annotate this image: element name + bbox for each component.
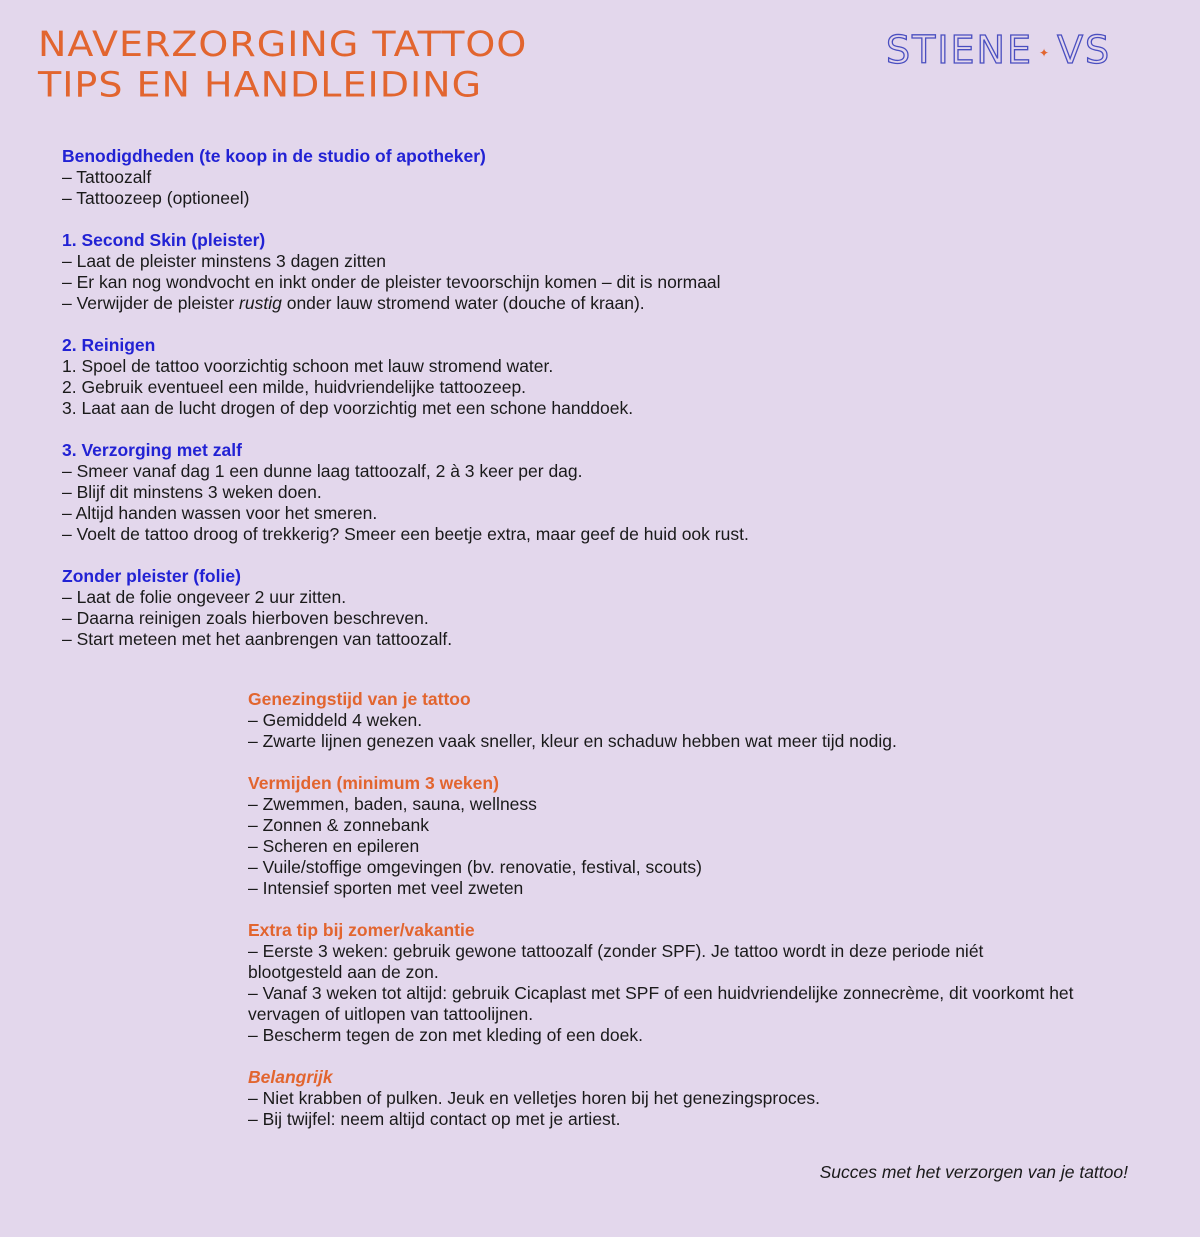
list-item: – Gemiddeld 4 weken.: [248, 710, 423, 730]
list-item: – Vuile/stoffige omgevingen (bv. renovatie, festival, scouts): [248, 857, 702, 877]
list-item: – Zwarte lijnen genezen vaak sneller, kleur en schaduw hebben wat meer tijd nodig.: [248, 731, 897, 751]
title-line-1: NAVERZORGING TATTOO: [38, 24, 528, 65]
section-verzorging: [62, 440, 1162, 545]
list-item: – Bij twijfel: neem altijd contact op met je artiest.: [248, 1109, 621, 1129]
section-heading: Vermijden (minimum 3 weken): [248, 773, 499, 793]
list-item: – Niet krabben of pulken. Jeuk en velletjes horen bij het genezingsproces.: [248, 1088, 821, 1108]
list-item: [62, 293, 1162, 314]
title-line-2: TIPS EN HANDLEIDING: [38, 64, 483, 105]
section-belangrijk: [248, 1067, 1168, 1130]
section-genezingstijd: [248, 689, 1168, 752]
section-heading: Belangrijk: [248, 1067, 333, 1087]
list-item: – Zonnen & zonnebank: [248, 815, 429, 835]
right-column: [248, 689, 1168, 1151]
section-heading: Benodigdheden (te koop in de studio of apotheker): [62, 146, 486, 166]
section-benodigdheden: [62, 146, 1162, 209]
list-item: – Smeer vanaf dag 1 een dunne laag tattoozalf, 2 à 3 keer per dag.: [62, 461, 583, 481]
logo-star-icon: ✦: [1039, 45, 1052, 60]
list-item: – Tattoozalf: [62, 167, 152, 187]
list-item: – Daarna reinigen zoals hierboven beschreven.: [62, 608, 429, 628]
list-item: – Tattoozeep (optioneel): [62, 188, 250, 208]
section-heading: 2. Reinigen: [62, 335, 156, 355]
list-item: – Laat de pleister minstens 3 dagen zitten: [62, 251, 386, 271]
section-second-skin: [62, 230, 1162, 314]
list-item: – Start meteen met het aanbrengen van tattoozalf.: [62, 629, 453, 649]
list-item-text: – Verwijder de pleister: [62, 293, 240, 313]
list-item: 2. Gebruik eventueel een milde, huidvriendelijke tattoozeep.: [62, 377, 527, 397]
page-title: [38, 24, 527, 105]
section-zonder-pleister: [62, 566, 1162, 650]
list-item: – Er kan nog wondvocht en inkt onder de pleister tevoorschijn komen – dit is normaal: [62, 272, 721, 292]
list-item: – Zwemmen, baden, sauna, wellness: [248, 794, 537, 814]
list-item: – Laat de folie ongeveer 2 uur zitten.: [62, 587, 347, 607]
list-item: – Scheren en epileren: [248, 836, 420, 856]
list-item-emphasis: rustig: [239, 293, 282, 313]
left-column: [62, 146, 1162, 671]
section-heading: 3. Verzorging met zalf: [62, 440, 242, 460]
section-vermijden: [248, 773, 1168, 899]
logo-text-right: VS: [1057, 28, 1112, 72]
list-item: 3. Laat aan de lucht drogen of dep voorzichtig met een schone handdoek.: [62, 398, 634, 418]
list-item: – Blijf dit minstens 3 weken doen.: [62, 482, 322, 502]
list-item: – Vanaf 3 weken tot altijd: gebruik Cicaplast met SPF of een huidvriendelijke zonnecrème, dit voorkomt het vervagen of uitlopen van tattoolijnen.: [248, 983, 1074, 1024]
section-heading: 1. Second Skin (pleister): [62, 230, 266, 250]
brand-logo: [886, 28, 1111, 75]
logo-text-left: STIENE: [886, 28, 1033, 72]
section-heading: Genezingstijd van je tattoo: [248, 689, 471, 709]
list-item: – Altijd handen wassen voor het smeren.: [62, 503, 378, 523]
list-item: – Voelt de tattoo droog of trekkerig? Smeer een beetje extra, maar geef de huid ook rust.: [62, 524, 749, 544]
section-reinigen: [62, 335, 1162, 419]
section-extra-tip: [248, 920, 1078, 1046]
section-heading: Zonder pleister (folie): [62, 566, 241, 586]
closing-message: Succes met het verzorgen van je tattoo!: [819, 1162, 1128, 1182]
list-item: – Bescherm tegen de zon met kleding of een doek.: [248, 1025, 643, 1045]
list-item: 1. Spoel de tattoo voorzichtig schoon met lauw stromend water.: [62, 356, 554, 376]
list-item-text: onder lauw stromend water (douche of kraan).: [281, 293, 645, 313]
section-heading: Extra tip bij zomer/vakantie: [248, 920, 475, 940]
list-item: – Intensief sporten met veel zweten: [248, 878, 524, 898]
list-item: – Eerste 3 weken: gebruik gewone tattoozalf (zonder SPF). Je tattoo wordt in deze periode niét blootgesteld aan de zon.: [248, 941, 984, 982]
